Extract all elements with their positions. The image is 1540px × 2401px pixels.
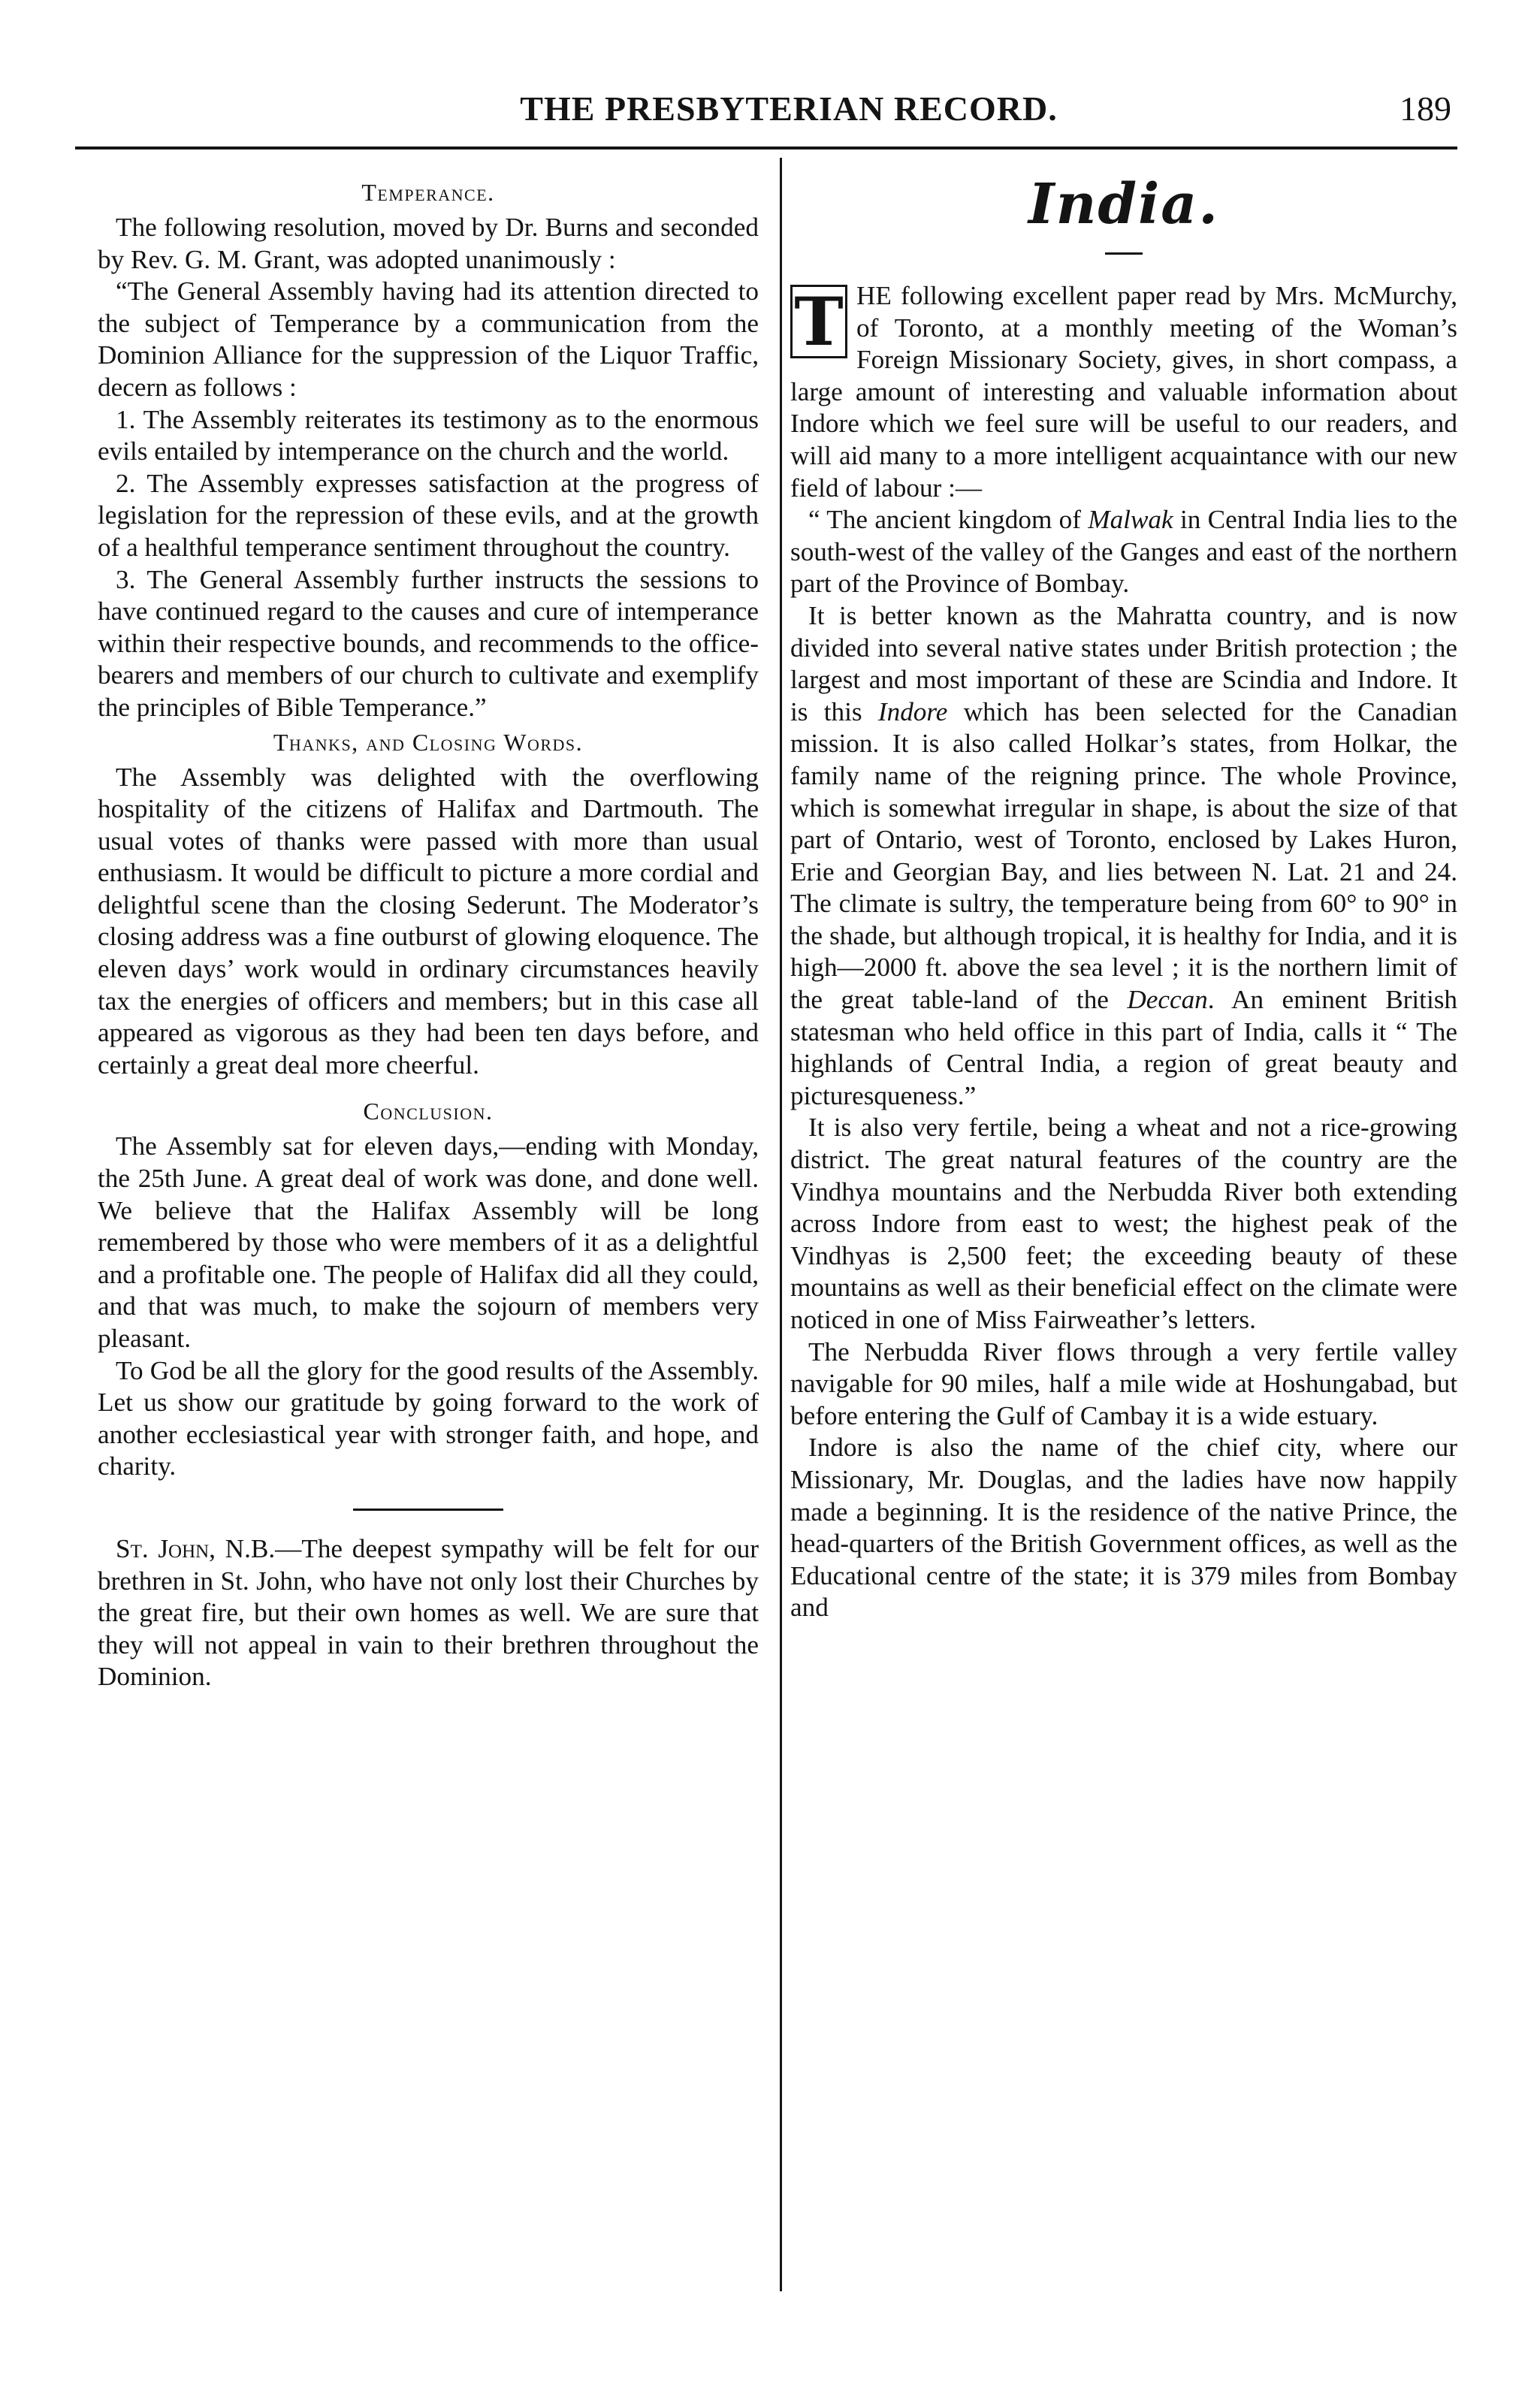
- conclusion-paragraph-2: To God be all the glory for the good results of the Assembly. Let us show our gratitude by going forward to the work of another ecclesiastical year with stronger faith, and hope, and charity.: [98, 1355, 759, 1481]
- thanks-body: The Assembly was delighted with the overflowing hospitality of the citizens of Halifax and Dartmouth. The usual votes of thanks were passed with more than usual enthusiasm. It would be difficult to picture a more cordial and delightful scene than the closing Sederunt. The Moderator’s closing address was a fine outburst of glowing eloquence. The eleven days’ work would in ordinary circumstances heavily tax the energies of officers and members; but in this case all appeared as vigorous as they had been ten days before, and certainly a great deal more cheerful.: [98, 762, 759, 1080]
- st-john-lead: St. John, N.B.: [116, 1533, 276, 1563]
- conclusion-paragraph-1: The Assembly sat for eleven days,—ending with Monday, the 25th June. A great deal of work was done, and done well. We believe that the Halifax Assembly will be long remembered by those who were members of it as a delightful and a profitable one. The people of Halifax did all they could, and that was much, to make the sojourn of members very pleasant.: [98, 1131, 759, 1353]
- right-column: [790, 170, 1457, 1624]
- section-rule: [353, 1509, 503, 1511]
- temperance-intro: The following resolution, moved by Dr. Burns and seconded by Rev. G. M. Grant, was adopted unanimously :: [98, 213, 759, 274]
- resolution-item-1: 1. The Assembly reiterates its testimony as to the enormous evils entailed by intemperance on the church and the world.: [98, 404, 759, 467]
- page-number: 189: [1400, 89, 1451, 128]
- title-dash: [1105, 252, 1143, 255]
- india-intro-text: HE following excellent paper read by Mrs. McMurchy, of Toronto, at a monthly meeting of the Woman’s Foreign Missionary Society, gives, in short compass, a large amount of interesting and valuable information about Indore which we feel sure will be useful to our readers, and will aid many to a more intelligent acquaintance with our new field of labour :—: [790, 281, 1457, 503]
- india-paragraph-1: [790, 504, 1457, 600]
- p1-emphasis: Malwak: [1088, 505, 1173, 535]
- publication-title: THE PRESBYTERIAN RECORD.: [520, 89, 1058, 128]
- india-paragraph-2: [790, 600, 1457, 1113]
- india-title: India.: [1028, 172, 1219, 237]
- india-intro: [790, 280, 1457, 504]
- p2-emphasis: Indore: [877, 696, 948, 726]
- p2-text-b: which has been selected for the Canadian mission. It is also called Holkar’s states, from Holkar, the family name of the reigning prince. The whole Province, which is somewhat irregular in shape, is about the size of that part of Ontario, west of Toronto, enclosed by Lakes Huron, Erie and Georgian Bay, and lies between N. Lat. 21 and 24. The climate is sultry, the temperature being from 60° to 90° in the shade, but although tropical, it is healthy for India, and it is high—2000 ft. above the sea level ; it is the northern limit of the great table-land of the: [790, 696, 1458, 1015]
- header-rule: [75, 146, 1457, 149]
- india-paragraph-3: It is also very fertile, being a wheat and not a rice-growing district. The great natural features of the country are the Vindhya mountains and the Nerbudda River both extending across Indore from east to west; the highest peak of the Vindhyas is 2,500 feet; the exceeding beauty of these mountains as well as their beneficial effect on the climate were noticed in one of Miss Fairweather’s letters.: [790, 1113, 1457, 1334]
- p2-emphasis-2: Deccan: [1127, 985, 1208, 1015]
- p1-text-b: in Central India lies to the south-west of the valley of the Ganges and east of the northern part of the Province of Bombay.: [790, 505, 1457, 599]
- conclusion-heading: Conclusion.: [363, 1098, 494, 1125]
- temperance-resolution: “The General Assembly having had its attention directed to the subject of Temperance by a communication from the Dominion Alliance for the suppression of the Liquor Traffic, decern as follows :: [98, 276, 759, 402]
- st-john-body: —The deepest sympathy will be felt for our brethren in St. John, who have not only lost their Churches by the great fire, but their own homes as well. We are sure that they will not appeal in vain to their brethren throughout the Dominion.: [98, 1533, 759, 1692]
- resolution-item-2: 2. The Assembly expresses satisfaction at the progress of legislation for the repression of these evils, and at the growth of a healthful temperance sentiment throughout the country.: [98, 468, 759, 562]
- column-divider: [780, 158, 782, 2291]
- india-paragraph-4: The Nerbudda River flows through a very fertile valley navigable for 90 miles, half a mile wide at Hoshungabad, but before entering the Gulf of Cambay it is a wide estuary.: [790, 1336, 1457, 1430]
- p2-text-c: . An eminent British statesman who held office in this part of India, calls it “ The highlands of Central India, a region of great beauty and picturesqueness.”: [790, 985, 1458, 1110]
- india-paragraph-5: Indore is also the name of the chief city, where our Missionary, Mr. Douglas, and the ladies have now happily made a beginning. It is the residence of the native Prince, the head-quarters of the British Government offices, as well as the Educational centre of the state; it is 379 miles from Bombay and: [790, 1433, 1457, 1623]
- running-head: [75, 79, 1457, 139]
- temperance-heading: Temperance.: [361, 179, 495, 206]
- thanks-heading: Thanks, and Closing Words.: [273, 728, 584, 756]
- st-john-notice: [98, 1533, 759, 1693]
- p2-text-a: It is better known as the Mahratta country, and is now divided into several native states under British protection ; the largest and most important of these are Scindia and Indore. It is this: [790, 600, 1457, 726]
- p1-text-a: “ The ancient kingdom of: [808, 505, 1089, 535]
- drop-cap: T: [790, 285, 847, 358]
- resolution-item-3: 3. The General Assembly further instructs the sessions to have continued regard to the causes and cure of intemperance within their respective bounds, and recommends to the office-bearers and members of our church to cultivate and exemplify the principles of Bible Temperance.”: [98, 564, 759, 722]
- left-column: [98, 174, 759, 1693]
